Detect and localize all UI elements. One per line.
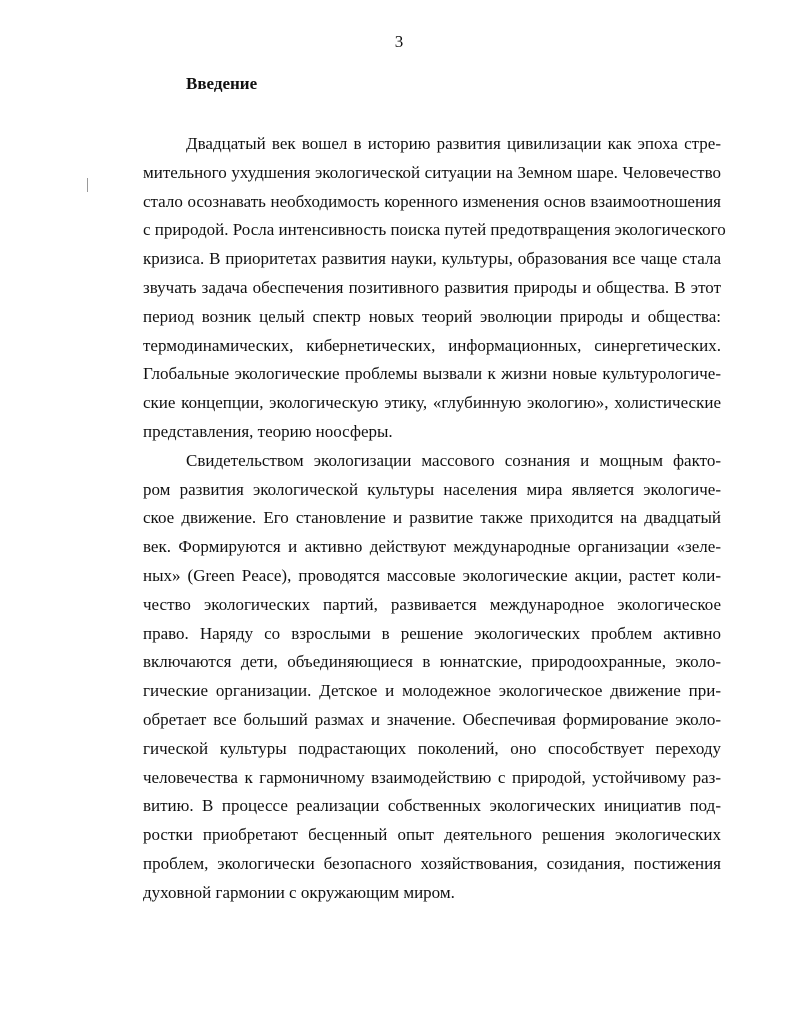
text-line: с природой. Росла интенсивность поиска путей предотвращения экологического	[143, 220, 726, 240]
text-line: период возник целый спектр новых теорий эволюции природы и общества:	[143, 306, 721, 326]
text-line: витию. В процессе реализации собственных экологических инициатив под-	[143, 796, 721, 816]
text-line: включаются дети, объединяющиеся в юннатские, природоохранные, эколо-	[143, 652, 721, 672]
text-line: ское движение. Его становление и развитие также приходится на двадцатый	[143, 508, 721, 528]
text-line: ных» (Green Peace), проводятся массовые экологические акции, растет коли-	[143, 565, 721, 585]
text-line: век. Формируются и активно действуют международные организации «зеле-	[143, 537, 721, 557]
text-line: звучать задача обеспечения позитивного развития природы и общества. В этот	[143, 277, 721, 297]
text-line: проблем, экологически безопасного хозяйствования, созидания, постижения	[143, 853, 721, 873]
text-line: ские концепции, экологическую этику, «глубинную экологию», холистические	[143, 393, 721, 413]
text-line: представления, теорию ноосферы.	[143, 421, 393, 441]
text-line: гические организации. Детское и молодежное экологическое движение при-	[143, 681, 721, 701]
text-line: ростки приобретают бесценный опыт деятельного решения экологических	[143, 825, 721, 845]
text-line: термодинамических, кибернетических, информационных, синергетических.	[143, 335, 721, 355]
text-line: Двадцатый век вошел в историю развития цивилизации как эпоха стре-	[186, 134, 721, 153]
text-line: ром развития экологической культуры населения мира является экологиче-	[143, 479, 721, 499]
text-line: Свидетельством экологизации массового сознания и мощным факто-	[186, 450, 721, 470]
paragraph-2	[143, 447, 721, 908]
text-line: кризиса. В приоритетах развития науки, культуры, образования все чаще стала	[143, 249, 721, 269]
text-line: обретает все больший размах и значение. Обеспечивая формирование эколо-	[143, 709, 721, 729]
text-line: чество экологических партий, развивается международное экологическое	[143, 594, 721, 614]
text-line: человечества к гармоничному взаимодействию с природой, устойчивому раз-	[143, 767, 721, 787]
text-line: гической культуры подрастающих поколений, оно способствует переходу	[143, 738, 721, 758]
text-line: мительного ухудшения экологической ситуации на Земном шаре. Человечество	[143, 162, 721, 182]
text-line: стало осознавать необходимость коренного изменения основ взаимоотношения	[143, 191, 721, 211]
text-line: право. Наряду со взрослыми в решение экологических проблем активно	[143, 623, 721, 643]
page-number: 3	[394, 32, 404, 51]
paragraph-1	[143, 130, 726, 447]
section-heading: Введение	[186, 74, 258, 93]
text-line: Глобальные экологические проблемы вызвали к жизни новые культурологиче-	[143, 364, 721, 384]
body-text	[143, 130, 726, 908]
text-line: духовной гармонии с окружающим миром.	[143, 882, 455, 902]
scan-mark	[87, 178, 88, 192]
